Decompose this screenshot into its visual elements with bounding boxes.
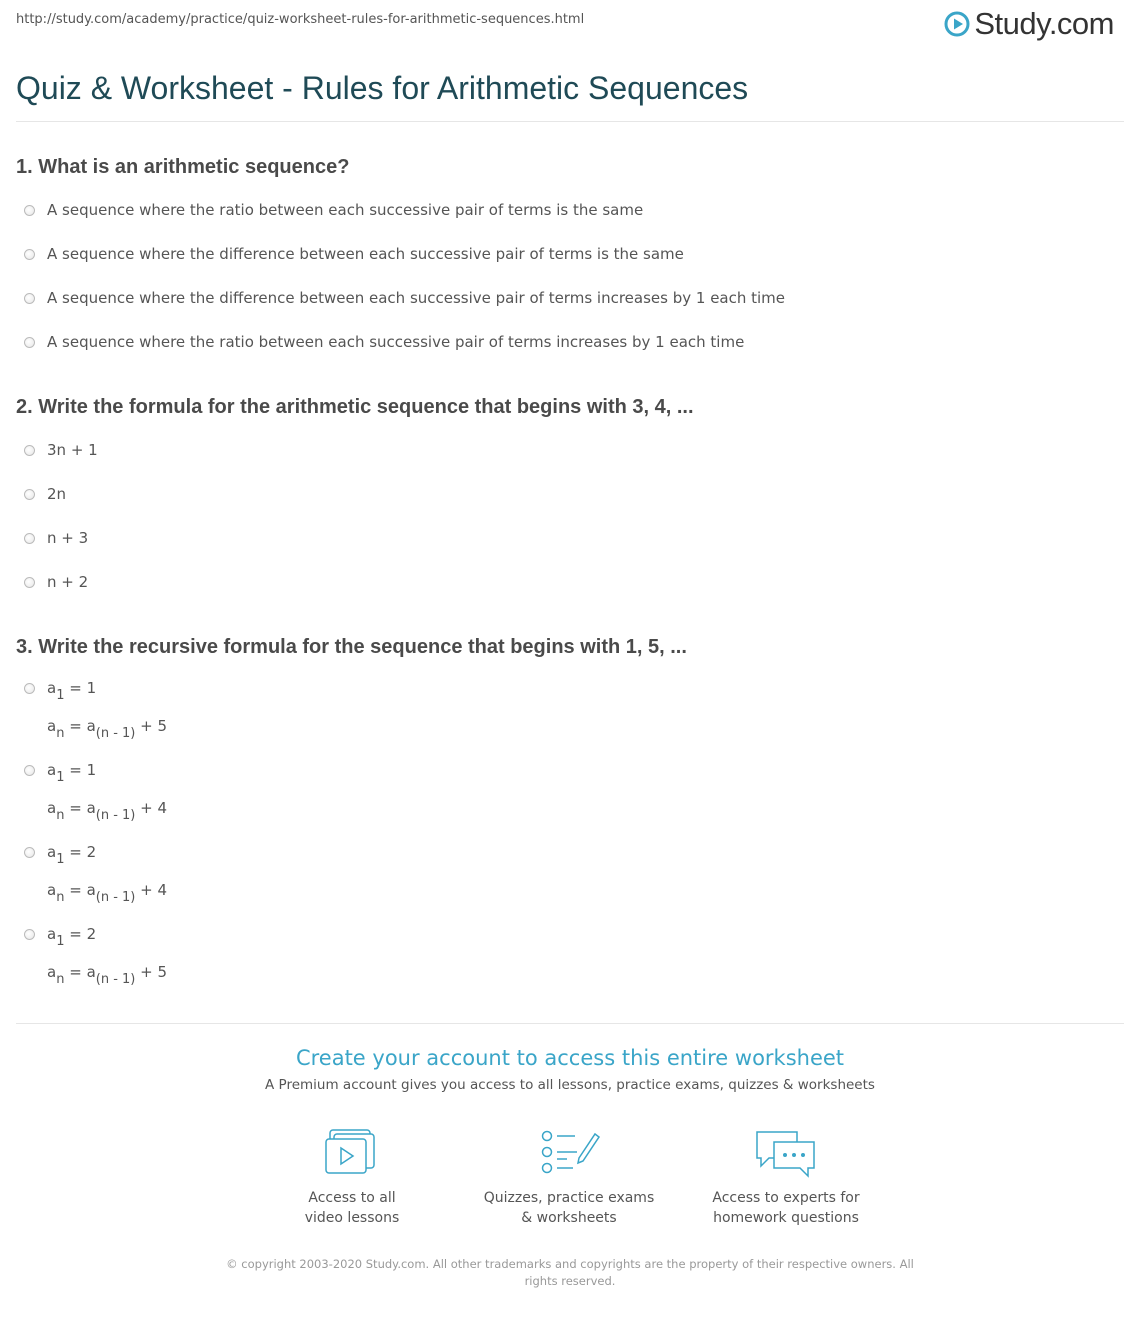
q2-option-2[interactable] (24, 484, 66, 504)
video-lessons-icon (320, 1128, 384, 1178)
formula-line-1: $a_1 = 1$ (47, 761, 97, 785)
q1-option-1[interactable] (24, 200, 643, 220)
formula-line-1: $a_1 = 1$ (47, 679, 97, 703)
q1-option-2[interactable] (24, 244, 684, 264)
option-text: A sequence where the ratio between each successive pair of terms is the same (47, 201, 644, 219)
radio-button[interactable] (24, 249, 35, 260)
feature-video-lessons (252, 1128, 452, 1228)
q2-option-1[interactable] (24, 440, 98, 460)
cta-title-link[interactable]: Create your account to access this entire worksheet (295, 1046, 845, 1070)
option-text: n + 2 (47, 573, 89, 591)
feature-quizzes (469, 1128, 669, 1228)
feature-text-1: Quizzes, practice exams (483, 1190, 655, 1206)
question-3: 3. Write the recursive formula for the sequence that begins with 1, 5, ... (16, 636, 687, 658)
feature-experts (686, 1128, 886, 1228)
feature-text-1: Access to experts for (712, 1190, 860, 1206)
copyright-text: © copyright 2003-2020 Study.com. All other trademarks and copyrights are the property of their respective owners. All rights reserved. (226, 1257, 914, 1288)
play-circle-icon (944, 11, 970, 37)
question-1: 1. What is an arithmetic sequence? (16, 156, 350, 178)
feature-text-2: & worksheets (521, 1210, 617, 1226)
radio-button[interactable] (24, 765, 35, 776)
quizzes-icon (537, 1128, 601, 1178)
formula-line-2: $a_n = a_{(n - 1)} + 5$ (47, 963, 168, 987)
q2-option-4[interactable] (24, 572, 88, 592)
option-text: 3n + 1 (47, 441, 98, 459)
option-text: A sequence where the ratio between each successive pair of terms increases by 1 each time (47, 333, 745, 351)
q2-option-3[interactable] (24, 528, 88, 548)
logo-text: Study.com (974, 6, 1114, 41)
divider (16, 1023, 1124, 1024)
feature-text-2: video lessons (304, 1210, 400, 1226)
study-logo[interactable] (944, 6, 1114, 42)
radio-button[interactable] (24, 929, 35, 940)
radio-button[interactable] (24, 847, 35, 858)
q3-option-1[interactable] (24, 678, 97, 703)
q1-option-4[interactable] (24, 332, 744, 352)
radio-button[interactable] (24, 489, 35, 500)
q3-option-3[interactable] (24, 842, 97, 867)
radio-button[interactable] (24, 577, 35, 588)
experts-chat-icon (754, 1128, 818, 1178)
radio-button[interactable] (24, 293, 35, 304)
option-text: A sequence where the difference between each successive pair of terms increases by 1 each time (47, 289, 786, 307)
page-title: Quiz & Worksheet - Rules for Arithmetic Sequences (16, 70, 749, 106)
divider (16, 121, 1124, 122)
q3-option-2[interactable] (24, 760, 97, 785)
formula-line-1: $a_1 = 2$ (47, 925, 97, 949)
radio-button[interactable] (24, 533, 35, 544)
formula-line-2: $a_n = a_{(n - 1)} + 4$ (47, 799, 168, 823)
formula-line-1: $a_1 = 2$ (47, 843, 97, 867)
option-text: A sequence where the difference between each successive pair of terms is the same (47, 245, 684, 263)
page-url: http://study.com/academy/practice/quiz-worksheet-rules-for-arithmetic-sequences.html (16, 12, 585, 27)
radio-button[interactable] (24, 445, 35, 456)
feature-text-2: homework questions (713, 1210, 859, 1226)
feature-text-1: Access to all (308, 1190, 396, 1206)
option-text: n + 3 (47, 529, 89, 547)
question-2: 2. Write the formula for the arithmetic sequence that begins with 3, 4, ... (16, 396, 694, 418)
cta-subtitle: A Premium account gives you access to all lessons, practice exams, quizzes & worksheets (265, 1077, 875, 1093)
formula-line-2: $a_n = a_{(n - 1)} + 5$ (47, 717, 168, 741)
q1-option-3[interactable] (24, 288, 785, 308)
q3-option-4[interactable] (24, 924, 97, 949)
formula-line-2: $a_n = a_{(n - 1)} + 4$ (47, 881, 168, 905)
radio-button[interactable] (24, 683, 35, 694)
option-text: 2n (47, 485, 67, 503)
radio-button[interactable] (24, 337, 35, 348)
radio-button[interactable] (24, 205, 35, 216)
